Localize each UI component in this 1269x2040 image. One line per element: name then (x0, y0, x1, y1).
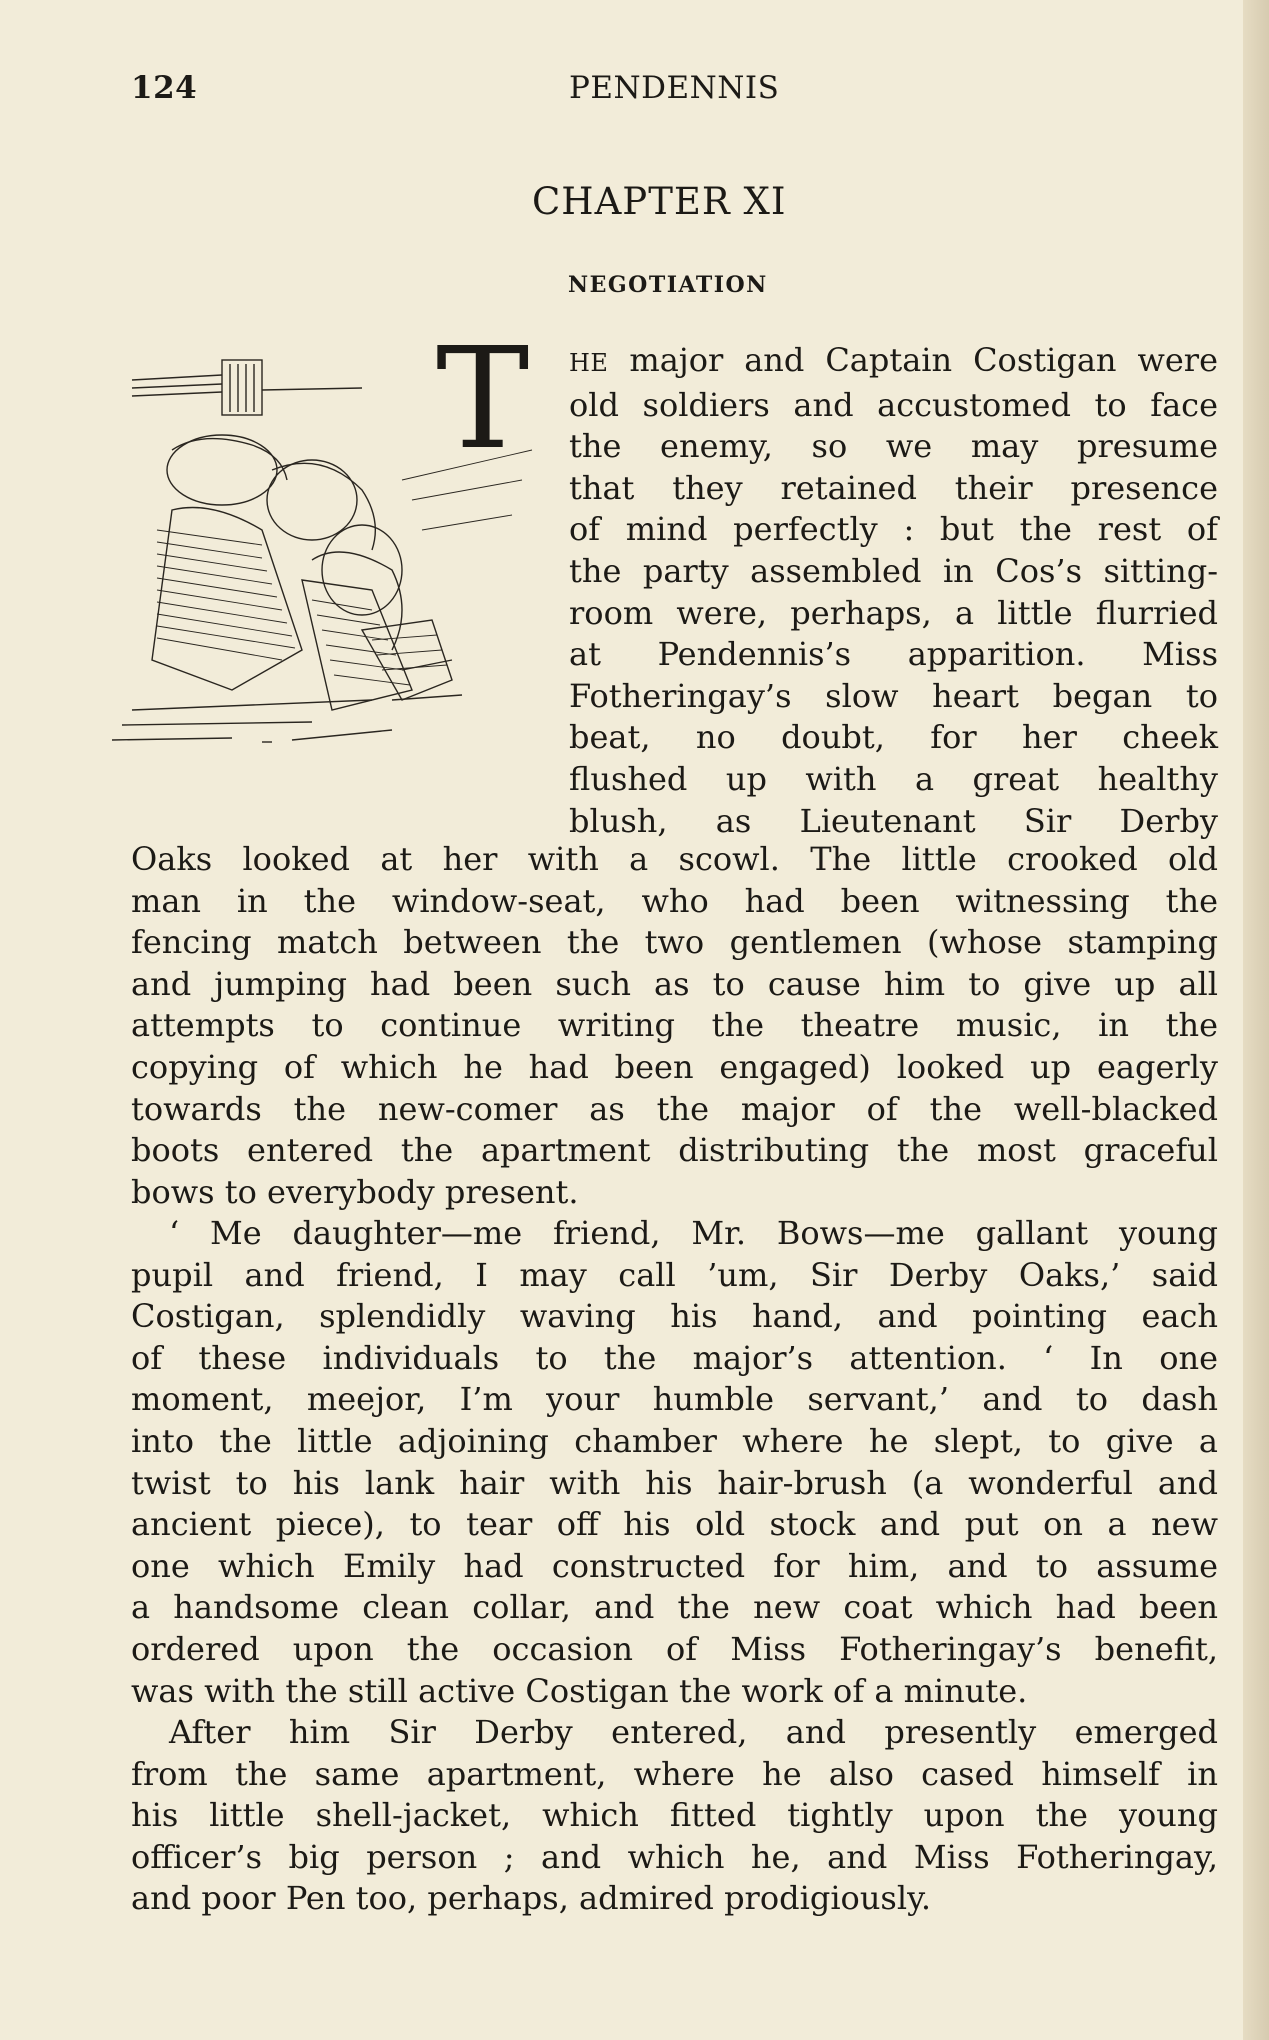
text-line: his little shell-jacket, which fitted tightly upon the young (131, 1796, 1218, 1835)
text-line: copying of which he had been engaged) looked up eagerly (131, 1047, 1218, 1086)
text-fragment: major and Captain Costigan were (608, 341, 1218, 379)
text-line: at Pendennis’s apparition. Miss (569, 635, 1218, 674)
text-line: blush, as Lieutenant Sir Derby (569, 801, 1218, 840)
paragraph-2 (131, 1213, 1218, 1712)
paragraph-3 (131, 1712, 1218, 1920)
text-line: fencing match between the two gentlemen (whose stamping (131, 923, 1218, 962)
text-line: ordered upon the occasion of Miss Fotheringay’s benefit, (131, 1629, 1218, 1668)
text-line: old soldiers and accustomed to face (569, 385, 1218, 424)
text-line: Oaks looked at her with a scowl. The little crooked old (131, 840, 1218, 878)
page-edge (1243, 0, 1269, 2040)
text-line: After him Sir Derby entered, and presently emerged (169, 1713, 1218, 1751)
text-line: ancient piece), to tear off his old stock and put on a new (131, 1505, 1218, 1544)
text-line: boots entered the apartment distributing the most graceful (131, 1131, 1218, 1170)
text-line: ‘ Me daughter—me friend, Mr. Bows—me gallant young (169, 1214, 1218, 1252)
text-line: beat, no doubt, for her cheek (569, 718, 1218, 757)
text-line: and poor Pen too, perhaps, admired prodigiously. (131, 1879, 932, 1918)
text-line: towards the new-comer as the major of the well-blacked (131, 1089, 1218, 1128)
paragraph-1 (131, 839, 1218, 1213)
text-line: a handsome clean collar, and the new coat which had been (131, 1588, 1218, 1627)
text-line: man in the window-seat, who had been witnessing the (131, 881, 1218, 920)
text-line: officer’s big person ; and which he, and Miss Fotheringay, (131, 1837, 1218, 1876)
chapter-title: CHAPTER XI (532, 180, 787, 223)
text-line: pupil and friend, I may call ’um, Sir Derby Oaks,’ said (131, 1255, 1218, 1294)
text-line: was with the still active Costigan the work of a minute. (131, 1671, 1028, 1710)
text-line: twist to his lank hair with his hair-brush (a wonderful and (131, 1463, 1218, 1502)
text-line: Costigan, splendidly waving his hand, and pointing each (131, 1297, 1218, 1336)
text-line: attempts to continue writing the theatre music, in the (131, 1006, 1218, 1045)
text-line: and jumping had been such as to cause him to give up all (131, 964, 1218, 1003)
text-line: moment, meejor, I’m your humble servant,’ and to dash (131, 1380, 1218, 1419)
text-line: the party assembled in Cos’s sitting- (569, 551, 1218, 590)
text-line: from the same apartment, where he also cased himself in (131, 1754, 1218, 1793)
text-line: bows to everybody present. (131, 1172, 579, 1211)
opening-text (131, 340, 1218, 842)
text-line (569, 340, 1218, 385)
text-line: of these individuals to the major’s attention. ‘ In one (131, 1338, 1218, 1377)
text-line: that they retained their presence (569, 468, 1218, 507)
text-line: into the little adjoining chamber where he slept, to give a (131, 1421, 1218, 1460)
drop-cap: T (436, 318, 530, 481)
text-line: the enemy, so we may presume (569, 427, 1218, 466)
running-header (131, 70, 1216, 114)
chapter-subtitle: NEGOTIATION (568, 272, 768, 298)
small-caps-lead: HE (569, 349, 609, 377)
text-line: one which Emily had constructed for him, and to assume (131, 1546, 1218, 1585)
text-line: room were, perhaps, a little flurried (569, 593, 1218, 632)
text-line: flushed up with a great healthy (569, 759, 1218, 798)
page-number: 124 (131, 70, 198, 106)
running-title: PENDENNIS (569, 70, 780, 106)
text-line: Fotheringay’s slow heart began to (569, 676, 1218, 715)
text-line: of mind perfectly : but the rest of (569, 510, 1218, 549)
